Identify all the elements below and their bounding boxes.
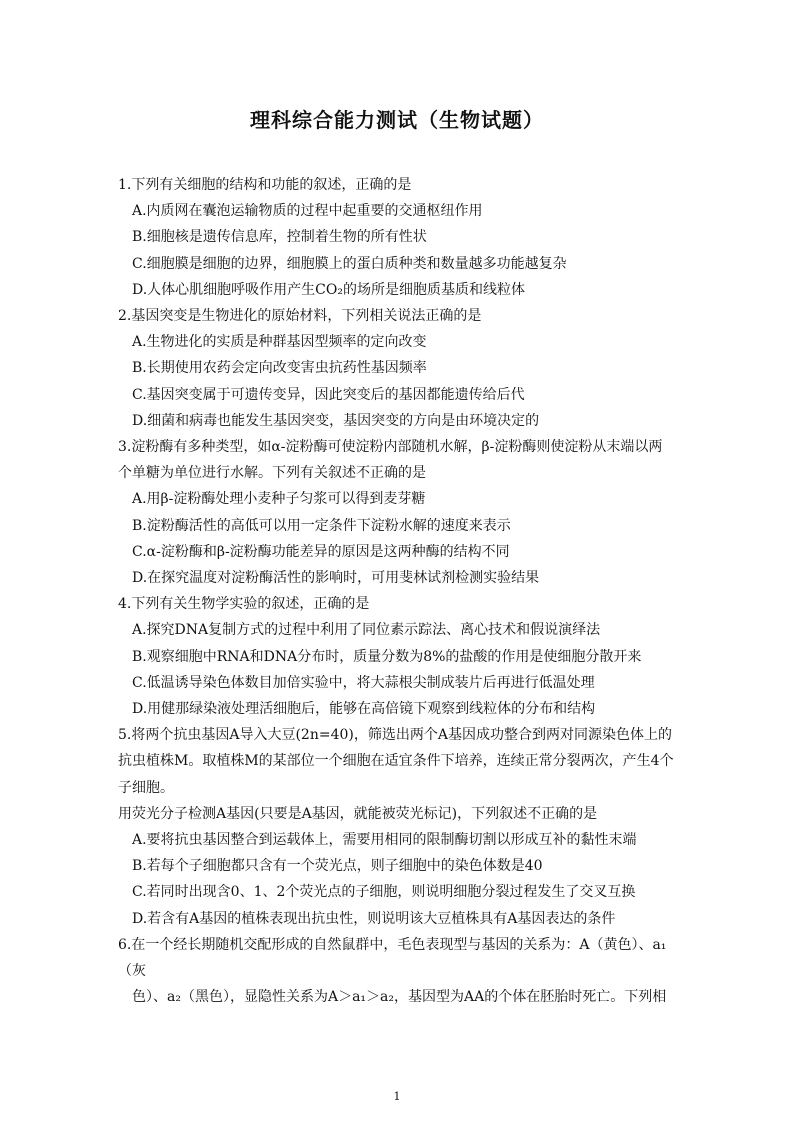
question-stem-continued: 色）、a₂（黑色），显隐性关系为A＞a₁＞a₂，基因型为AA的个体在胚胎时死亡。下列相 — [132, 989, 667, 1006]
option-c: C.基因突变属于可遗传变异，因此突变后的基因都能遗传给后代 — [132, 386, 525, 403]
question-stem: 6.在一个经长期随机交配形成的自然鼠群中，毛色表现型与基因的关系为：A（黄色）、a₁ — [118, 936, 667, 953]
option-b: B.细胞核是遗传信息库，控制着生物的所有性状 — [132, 229, 427, 246]
page-title: 理科综合能力测试（生物试题） — [250, 108, 544, 132]
question-stem-continued: （灰 — [118, 963, 146, 980]
option-a: A.要将抗虫基因整合到运载体上，需要用相同的限制酶切割以形成互补的黏性末端 — [132, 832, 637, 849]
option-d: D.细菌和病毒也能发生基因突变，基因突变的方向是由环境决定的 — [132, 412, 540, 429]
question-stem: 4.下列有关生物学实验的叙述，正确的是 — [118, 596, 370, 613]
option-c: C.α-淀粉酶和β-淀粉酶功能差异的原因是这两种酶的结构不同 — [132, 543, 510, 560]
question-6 — [118, 932, 680, 1011]
question-stem-continued: 抗虫植株M。取植株M的某部位一个细胞在适宜条件下培养，连续正常分裂两次，产生4个 — [118, 753, 674, 770]
option-a: A.生物进化的实质是种群基因型频率的定向改变 — [132, 334, 427, 351]
option-b: B.长期使用农药会定向改变害虫抗药性基因频率 — [132, 360, 427, 377]
question-stem: 3.淀粉酶有多种类型，如α-淀粉酶可使淀粉内部随机水解，β-淀粉酶则使淀粉从末端以两 — [118, 439, 663, 456]
page-number: 1 — [393, 1090, 401, 1103]
question-stem-continued: 子细胞。 — [118, 779, 174, 796]
option-d: D.人体心肌细胞呼吸作用产生CO₂的场所是细胞质基质和线粒体 — [132, 281, 525, 298]
question-2 — [118, 303, 680, 434]
option-a: A.内质网在囊泡运输物质的过程中起重要的交通枢纽作用 — [132, 203, 483, 220]
option-c: C.若同时出现含0、1、2个荧光点的子细胞，则说明细胞分裂过程发生了交叉互换 — [132, 884, 636, 901]
option-a: A.探究DNA复制方式的过程中利用了同位素示踪法、离心技术和假说演绎法 — [132, 622, 601, 639]
question-1 — [118, 172, 680, 303]
option-d: D.若含有A基因的植株表现出抗虫性，则说明该大豆植株具有A基因表达的条件 — [132, 910, 616, 927]
option-a: A.用β-淀粉酶处理小麦种子匀浆可以得到麦芽糖 — [132, 491, 426, 508]
option-b: B.观察细胞中RNA和DNA分布时，质量分数为8%的盐酸的作用是使细胞分散开来 — [132, 648, 642, 665]
question-3 — [118, 434, 680, 591]
question-5 — [118, 722, 680, 932]
question-4 — [118, 591, 680, 722]
question-stem-continued: 个单糖为单位进行水解。下列有关叙述不正确的是 — [118, 465, 426, 482]
option-b: B.若每个子细胞都只含有一个荧光点，则子细胞中的染色体数是40 — [132, 858, 543, 875]
option-b: B.淀粉酶活性的高低可以用一定条件下淀粉水解的速度来表示 — [132, 517, 511, 534]
question-stem: 2.基因突变是生物进化的原始材料，下列相关说法正确的是 — [118, 308, 482, 325]
option-d: D.在探究温度对淀粉酶活性的影响时，可用斐林试剂检测实验结果 — [132, 570, 540, 587]
question-stem: 5.将两个抗虫基因A导入大豆(2n=40)，筛选出两个A基因成功整合到两对同源染色体上的 — [118, 727, 672, 744]
question-stem: 1.下列有关细胞的结构和功能的叙述，正确的是 — [118, 177, 412, 193]
question-stem-continued: 用荧光分子检测A基因(只要是A基因，就能被荧光标记)，下列叙述不正确的是 — [118, 805, 598, 822]
option-d: D.用健那绿染液处理活细胞后，能够在高倍镜下观察到线粒体的分布和结构 — [132, 701, 596, 718]
option-c: C.低温诱导染色体数目加倍实验中，将大蒜根尖制成装片后再进行低温处理 — [132, 674, 595, 691]
option-c: C.细胞膜是细胞的边界，细胞膜上的蛋白质种类和数量越多功能越复杂 — [132, 255, 567, 272]
question-list — [118, 172, 680, 1011]
